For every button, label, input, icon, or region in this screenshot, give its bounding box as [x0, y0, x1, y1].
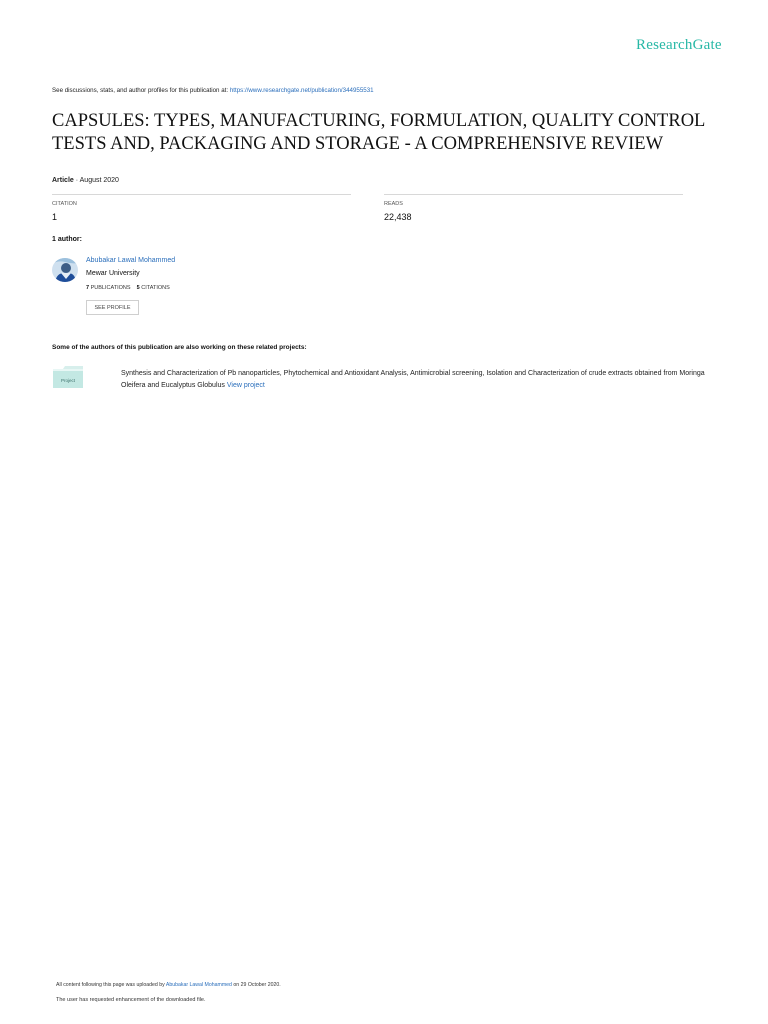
researchgate-logo[interactable]: ResearchGate: [636, 37, 722, 53]
publication-title-line-2: TESTS AND, PACKAGING AND STORAGE - A COMPREHENSIVE REVIEW: [52, 134, 664, 154]
authors-heading: 1 author:: [52, 236, 82, 243]
author-photo-icon: [52, 258, 78, 282]
see-profile-button[interactable]: SEE PROFILE: [86, 300, 139, 315]
reads-value: 22,438: [384, 212, 412, 222]
upload-prefix: All content following this page was uploaded by: [56, 982, 165, 988]
publication-type: Article: [52, 177, 74, 184]
discussion-prefix: See discussions, stats, and author profiles for this publication at:: [52, 87, 229, 94]
uploader-link[interactable]: Abubakar Lawal Mohammed: [165, 982, 232, 988]
author-avatar[interactable]: [52, 258, 78, 282]
related-project-description: [121, 368, 721, 392]
publication-title: [52, 110, 732, 156]
project-folder-icon[interactable]: [53, 366, 83, 388]
author-name-link[interactable]: Abubakar Lawal Mohammed: [86, 257, 176, 264]
author-institution: Mewar University: [86, 270, 140, 277]
citation-value: 1: [52, 212, 58, 222]
publication-title-line-1: CAPSULES: TYPES, MANUFACTURING, FORMULATION, QUALITY CONTROL: [52, 111, 706, 131]
publication-meta: [52, 177, 119, 184]
discussion-line: [52, 87, 374, 94]
author-citations-count: 5: [136, 285, 140, 291]
citation-divider: [52, 194, 351, 195]
footer-request-note: The user has requested enhancement of the downloaded file.: [56, 997, 206, 1003]
footer-upload-note: [56, 982, 281, 988]
meta-separator: ·: [73, 177, 80, 184]
reads-label: READS: [384, 201, 403, 207]
citation-label: CITATION: [52, 201, 77, 207]
author-citations-label: CITATIONS: [141, 285, 170, 291]
folder-icon: [53, 366, 83, 388]
author-publications-count: 7: [86, 285, 90, 291]
publication-date: August 2020: [79, 177, 119, 184]
reads-divider: [384, 194, 683, 195]
author-stats: [86, 285, 170, 291]
view-project-link[interactable]: View project: [226, 382, 265, 389]
project-icon-label: Project: [60, 378, 75, 383]
author-publications-label: PUBLICATIONS: [90, 285, 131, 291]
related-project-text: Synthesis and Characterization of Pb nanoparticles, Phytochemical and Antioxidant Analysis, Antimicrobial screening, Isolation and Characterization of crude extracts obtained from Moringa Oleifera and Eucalyptus Globulus: [121, 370, 705, 389]
upload-suffix: on 29 October 2020.: [233, 982, 281, 988]
related-projects-heading: Some of the authors of this publication are also working on these related projects:: [52, 344, 307, 351]
publication-url-link[interactable]: https://www.researchgate.net/publication/344955531: [229, 87, 374, 94]
